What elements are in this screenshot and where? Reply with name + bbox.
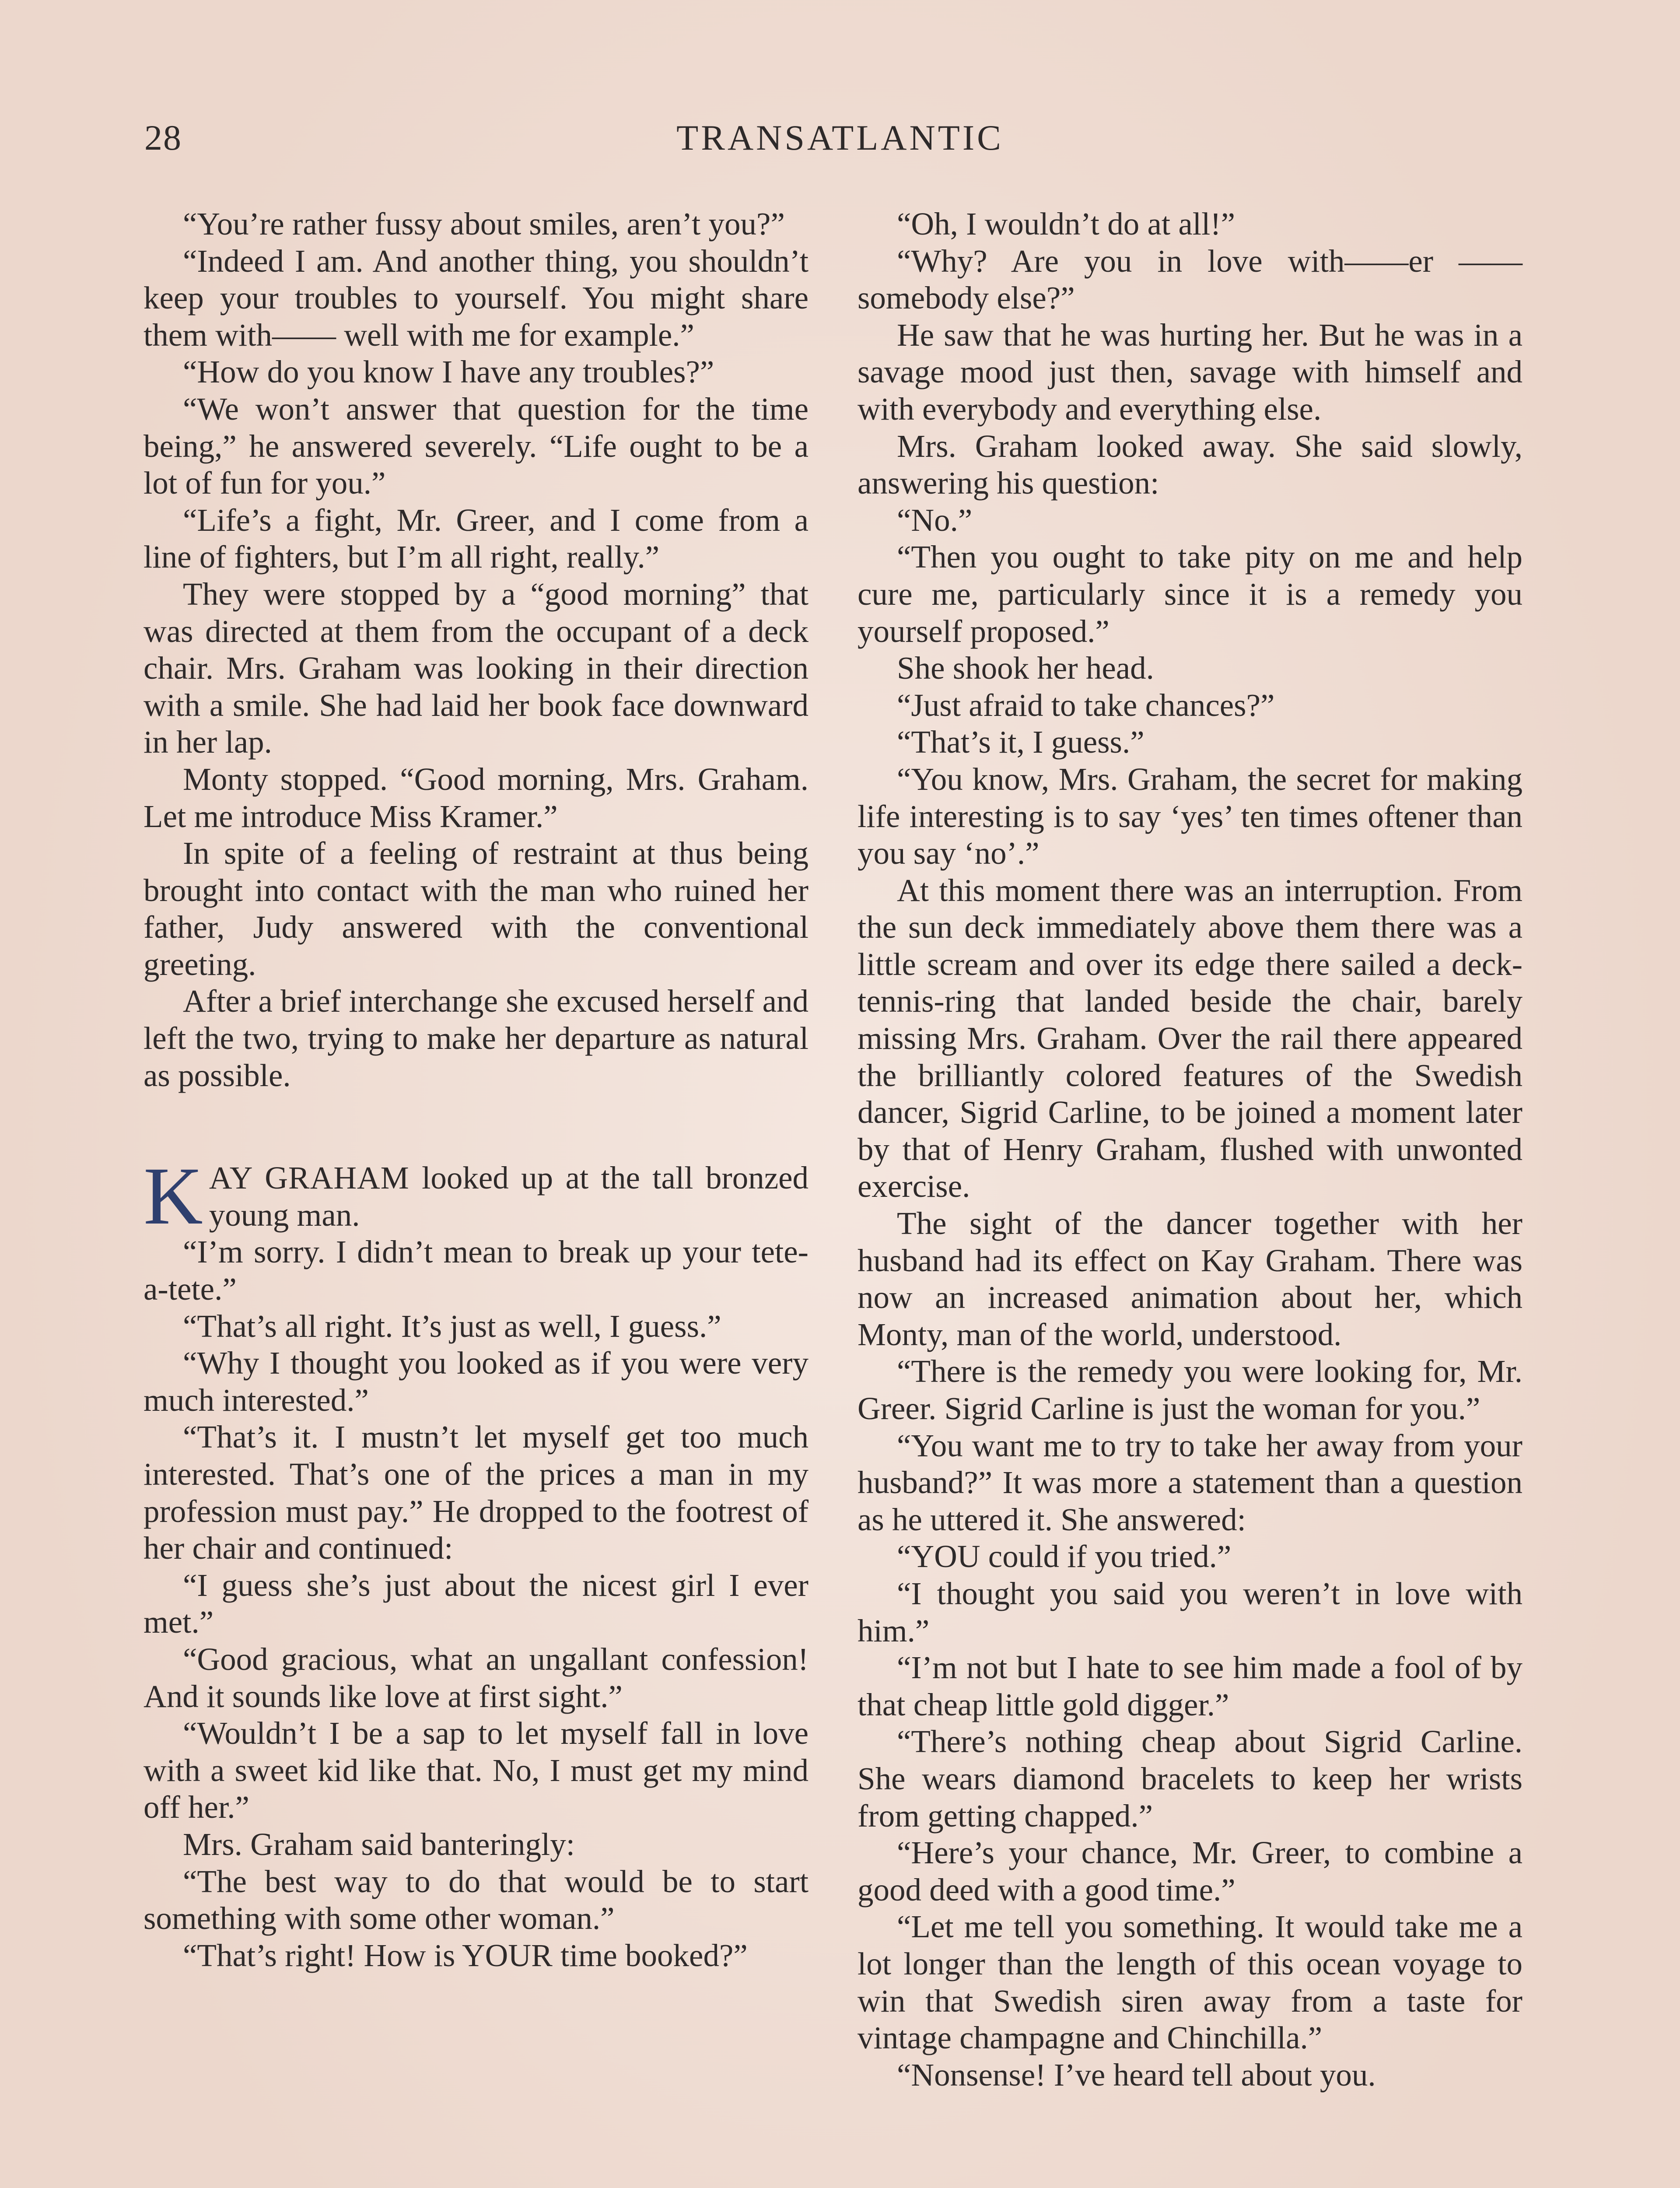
paragraph: “I’m sorry. I didn’t mean to break up your tete-a-tete.” bbox=[144, 1234, 808, 1307]
paragraph: Monty stopped. “Good morning, Mrs. Graham. Let me introduce Miss Kramer.” bbox=[144, 761, 808, 834]
paragraph: “We won’t answer that question for the time being,” he answered severely. “Life ought to be a lot of fun for you.” bbox=[144, 391, 808, 501]
left-column bbox=[144, 206, 808, 1974]
paragraph: “That’s all right. It’s just as well, I guess.” bbox=[183, 1308, 721, 1344]
paragraph: At this moment there was an interruption. From the sun deck immediately above them there was a little scream and over its edge there sailed a deck-tennis-ring that landed beside the chair, barely missing Mrs. Graham. Over the rail there appeared the brilliantly colored features of the Swedish dancer, Sigrid Carline, to be joined a moment later by that of Henry Graham, flushed with unwonted exercise. bbox=[858, 872, 1522, 1204]
paragraph: “Then you ought to take pity on me and help cure me, particularly since it is a remedy you yourself proposed.” bbox=[858, 539, 1522, 649]
paragraph: “Indeed I am. And another thing, you shouldn’t keep your troubles to yourself. You might share them with—— well with me for example.” bbox=[144, 243, 808, 353]
paragraph: In spite of a feeling of restraint at thus being brought into contact with the man who ruined her father, Judy answered with the conventional greeting. bbox=[144, 835, 808, 982]
paragraph: Mrs. Graham looked away. She said slowly, answering his question: bbox=[858, 428, 1522, 501]
paragraph: Mrs. Graham said banteringly: bbox=[183, 1826, 575, 1862]
paragraph: “That’s right! How is YOUR time booked?” bbox=[183, 1937, 748, 1973]
paragraph: “The best way to do that would be to start something with some other woman.” bbox=[144, 1863, 808, 1936]
paragraph: “You know, Mrs. Graham, the secret for making life interesting is to say ‘yes’ ten times oftener than you say ‘no’.” bbox=[858, 761, 1522, 871]
paragraph: “Let me tell you something. It would take me a lot longer than the length of this ocean voyage to win that Swedish siren away from a taste for vintage champagne and Chinchilla.” bbox=[858, 1909, 1522, 2056]
paragraph: The sight of the dancer together with her husband had its effect on Kay Graham. There was now an increased animation about her, which Monty, man of the world, understood. bbox=[858, 1206, 1522, 1352]
paragraph: “I thought you said you weren’t in love with him.” bbox=[858, 1575, 1522, 1648]
paragraph: “Why I thought you looked as if you were very much interested.” bbox=[144, 1345, 808, 1418]
paragraph: “How do you know I have any troubles?” bbox=[183, 354, 714, 390]
page-header bbox=[144, 117, 1536, 165]
paragraph: “YOU could if you tried.” bbox=[897, 1539, 1232, 1574]
running-title: TRANSATLANTIC bbox=[676, 118, 1004, 158]
page-number: 28 bbox=[144, 118, 182, 158]
paragraph: He saw that he was hurting her. But he was in a savage mood just then, savage with himself and with everybody and everything else. bbox=[858, 317, 1522, 427]
paragraph: “Wouldn’t I be a sap to let myself fall in love with a sweet kid like that. No, I must get my mind off her.” bbox=[144, 1715, 808, 1825]
section-opening-paragraph bbox=[144, 1150, 809, 1242]
paragraph: “Nonsense! I’ve heard tell about you. bbox=[897, 2057, 1376, 2093]
opening-text: looked up at the tall bronzed young man. bbox=[209, 1160, 809, 1233]
paragraph: She shook her head. bbox=[897, 650, 1154, 686]
paragraph: After a brief interchange she excused herself and left the two, trying to make her departure as natural as possible. bbox=[144, 983, 808, 1093]
paragraph: “Why? Are you in love with——er ——somebody else?” bbox=[858, 243, 1522, 316]
paragraph: “You’re rather fussy about smiles, aren’t you?” bbox=[183, 206, 785, 242]
opening-caps: AY GRAHAM bbox=[209, 1160, 410, 1196]
drop-cap: K bbox=[144, 1150, 203, 1242]
section-break bbox=[144, 1094, 808, 1160]
paragraph: They were stopped by a “good morning” that was directed at them from the occupant of a deck chair. Mrs. Graham was looking in their direction with a smile. She had laid her book face downward in her lap. bbox=[144, 576, 808, 760]
paragraph: “Good gracious, what an ungallant confession! And it sounds like love at first sight.” bbox=[144, 1641, 808, 1714]
paragraph: “There is the remedy you were looking for, Mr. Greer. Sigrid Carline is just the woman for you.” bbox=[858, 1353, 1522, 1426]
paragraph: “No.” bbox=[897, 502, 973, 538]
paragraph: “Just afraid to take chances?” bbox=[897, 687, 1275, 723]
paragraph: “I’m not but I hate to see him made a fool of by that cheap little gold digger.” bbox=[858, 1650, 1522, 1722]
paragraph: “Life’s a fight, Mr. Greer, and I come from a line of fighters, but I’m all right, really.” bbox=[144, 502, 808, 575]
right-column bbox=[858, 206, 1522, 2093]
paragraph: “Here’s your chance, Mr. Greer, to combine a good deed with a good time.” bbox=[858, 1835, 1522, 1907]
paragraph: “Oh, I wouldn’t do at all!” bbox=[897, 206, 1236, 242]
paragraph: “That’s it. I mustn’t let myself get too much interested. That’s one of the prices a man in my profession must pay.” He dropped to the footrest of her chair and continued: bbox=[144, 1419, 808, 1566]
paragraph: “That’s it, I guess.” bbox=[897, 724, 1144, 760]
paragraph: “I guess she’s just about the nicest girl I ever met.” bbox=[144, 1567, 808, 1640]
paragraph: “You want me to try to take her away from your husband?” It was more a statement than a question as he uttered it. She answered: bbox=[858, 1427, 1522, 1537]
paragraph: “There’s nothing cheap about Sigrid Carline. She wears diamond bracelets to keep her wrists from getting chapped.” bbox=[858, 1724, 1522, 1834]
